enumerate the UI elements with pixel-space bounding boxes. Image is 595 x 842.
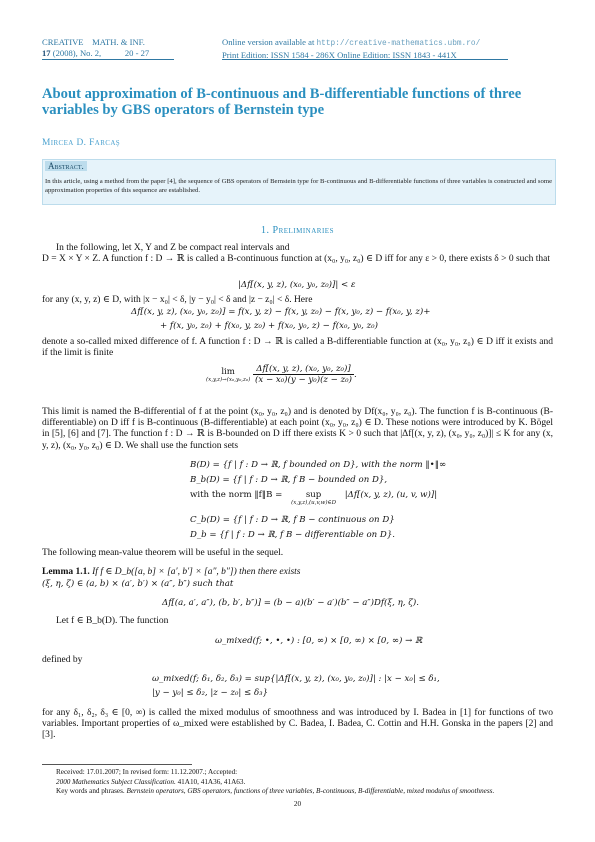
msc-label: 2000 Mathematics Subject Classification. [56, 777, 176, 786]
limit-subscript: (x,y,z)→(x₀,y₀,z₀) [206, 376, 251, 383]
paragraph-8: for any δ₁, δ₂, δ₃ ∈ [0, ∞) is called the mixed modulus of smoothness and was introduced by I. Badea in [1] for functions of two variables. Important properties of ω_mixed were established by C. Badea, I. Badea, C. Cottin and H.H. Gonska in the papers [2] and [3]. [42, 708, 553, 741]
equation-4: Δf[(a, a′, a″), (b, b′, b″)] = (b − a)(b′ − a′)(b″ − a″)Df(ξ, η, ζ). [162, 598, 419, 608]
paragraph-2: for any (x, y, z) ∈ D, with |x − x₀| < δ, |y − y₀| < δ and |z − z₀| < δ. Here [42, 295, 313, 305]
edition-info [222, 37, 480, 60]
journal-header [42, 37, 149, 58]
set-b-continuous: C_b(D) = {f | f : D → ℝ, f B − continuous on D} [190, 515, 395, 525]
online-label: Online version available at [222, 37, 317, 47]
equation-2a: Δf[(x, y, z), (x₀, y₀, z₀)] = f(x, y, z) − f(x, y, z₀) − f(x, y₀, z) − f(x₀, y, z)+ [131, 307, 431, 317]
section-title: 1. Preliminaries [261, 225, 334, 236]
equation-3: lim (x,y,z)→(x₀,y₀,z₀) $\frac{\text{Δf[(x, y, z), (x₀, y₀, z₀)]}}{\text{(x − x₀)(y − y₀)(z − z₀)}}$ . [206, 364, 357, 385]
equation-1: |Δf[(x, y, z), (x₀, y₀, z₀)]| < ε [238, 280, 356, 290]
equation-6a: ω_mixed(f; δ₁, δ₂, δ₃) = sup{|Δf[(x, y, z), (x₀, y₀, z₀)]| : |x − x₀| ≤ δ₁, [152, 674, 440, 684]
set-b-differentiable: D_b = {f | f : D → ℝ, f B − differentiable on D}. [190, 530, 396, 540]
msc-codes: 41A10, 41A36, 41A63. [175, 777, 246, 786]
limit-denominator: (x − x₀)(y − y₀)(z − z₀) [255, 375, 352, 385]
lemma-label: Lemma 1.1. [42, 567, 90, 577]
header-rule-right [222, 59, 508, 60]
online-url-link[interactable]: http://creative-mathematics.ubm.ro/ [316, 40, 481, 48]
sup-operator: sup [305, 490, 322, 500]
print-edition: Print Edition: ISSN 1584 - 286X Online Edition: ISSN 1843 - 441X [222, 49, 457, 60]
paper-title: About approximation of B-continuous and B-differentiable functions of three variables by GBS operators of Bernstein type [42, 86, 522, 118]
page-number: 20 [293, 800, 302, 808]
limit-numerator: Δf[(x, y, z), (x₀, y₀, z₀)] [253, 364, 354, 375]
equation-6b: |y − y₀| ≤ δ₂, |z − z₀| ≤ δ₃} [152, 688, 269, 698]
received-dates: Received: 17.01.2007; In revised form: 11.12.2007.; Accepted: [56, 768, 238, 776]
paragraph-1a: In the following, let X, Y and Z be compact real intervals and [56, 243, 290, 253]
footnote-rule [42, 764, 192, 765]
set-b-bounded: B_b(D) = {f | f : D → ℝ, f B − bounded on D}, [190, 475, 388, 485]
set-bounded: B(D) = {f | f : D → ℝ, f bounded on D}, with the norm ‖•‖∞ [190, 460, 447, 470]
footnotes [56, 768, 553, 797]
author: Mircea D. Farcaş [42, 138, 121, 148]
set-norm [190, 490, 437, 506]
equation-5: ω_mixed(f; •, •, •) : [0, ∞) × [0, ∞) × [0, ∞) → ℝ [215, 636, 423, 646]
norm-expression: |Δf[(x, y, z), (u, v, w)]| [344, 490, 438, 500]
paragraph-3: denote a so-called mixed difference of f. A function f : D → ℝ is called a B-differentiable function at (x₀, y₀, z₀) ∈ D iff it exists and if the limit is finite [42, 337, 553, 359]
lemma [42, 567, 553, 578]
paragraph-6: Let f ∈ B_b(D). The function [56, 616, 169, 626]
paragraph-4: This limit is named the B-differential of f at the point (x₀, y₀, z₀) and is denoted by Df(x₀, y₀, z₀). The function f is B-continuous (B-differentiable) on D iff f is B-continuous (B-differentiable) at each point (x₀, y₀, z₀) ∈ D. These notions were introduced by K. Bögel in [5], [6] and [7]. The function f : D → ℝ is B-bounded on D iff there exists K > 0 such that |Δf[(x, y, z), (x₀, y₀, z₀)]| ≤ K for any (x, y, z), (x₀, y₀, z₀) ∈ D. We shall use the function sets [42, 407, 553, 451]
lemma-text-2: (ξ, η, ζ) ∈ (a, b) × (a′, b′) × (a″, b″) such that [42, 579, 234, 589]
keywords: Bernstein operators, GBS operators, functions of three variables, B-continuous, B-differentiable, mixed modulus of smoothness. [124, 787, 495, 796]
paragraph-7: defined by [42, 655, 83, 665]
journal-volume: 17 [42, 47, 51, 58]
sup-subscript: (x,y,z),(u,v,w)∈D [291, 500, 336, 506]
lemma-text: If f ∈ D_b([a, b] × [a′, b′] × [a″, b″]) then there exists [89, 567, 301, 577]
keywords-label: Key words and phrases. [56, 787, 125, 796]
equation-2b: + f(x, y₀, z₀) + f(x₀, y, z₀) + f(x₀, y₀, z) − f(x₀, y₀, z₀) [160, 321, 378, 331]
abstract-text: In this article, using a method from the paper [4], the sequence of GBS operators of Bernstein type for B-continuous and B-differentiable functions of three variables is constructed and some approximation properties of this sequence are established. [45, 178, 553, 195]
paragraph-1b: D = X × Y × Z. A function f : D → ℝ is called a B-continuous function at (x₀, y₀, z₀) ∈ D iff for any ε > 0, there exists δ > 0 such that [42, 254, 551, 264]
header-rule [42, 59, 174, 60]
limit-operator: lim [221, 366, 235, 377]
journal-name: CREATIVE MATH. & INF. [42, 37, 145, 47]
norm-label: with the norm ‖f‖B = [190, 490, 283, 500]
paragraph-5: The following mean-value theorem will be useful in the sequel. [42, 548, 284, 558]
journal-issue: (2008), No. 2, 20 - 27 [50, 47, 150, 58]
abstract-label: Abstract. [45, 161, 87, 171]
